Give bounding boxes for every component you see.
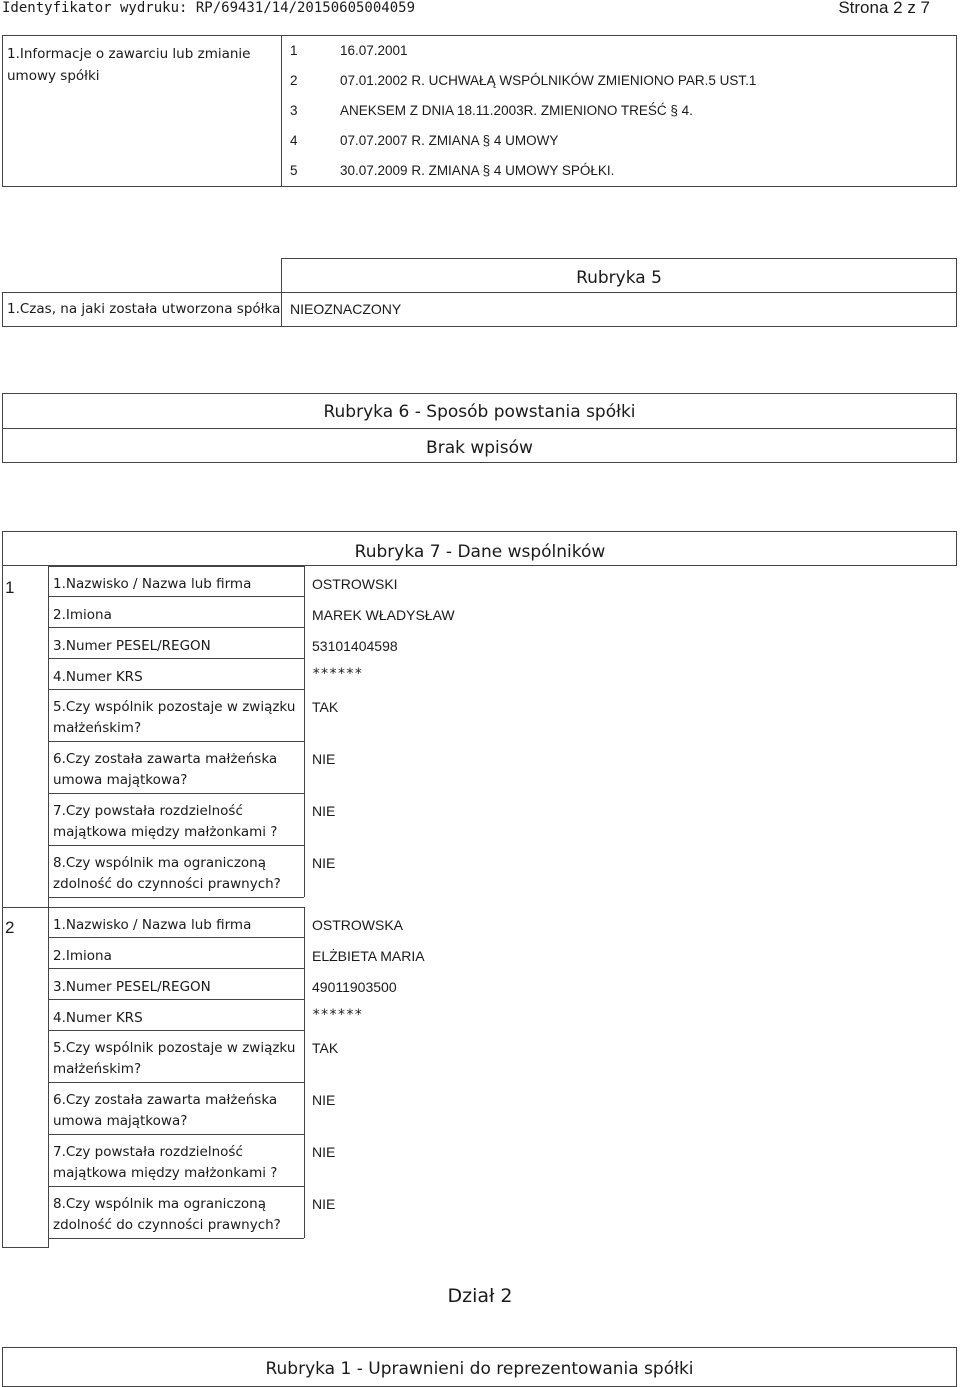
list-item: 3 ANEKSEM Z DNIA 18.11.2003R. ZMIENIONO TREŚĆ § 4. [290, 103, 693, 118]
rubryka5-value: NIEOZNACZONY [290, 301, 402, 317]
partner-krs: ****** [312, 1007, 363, 1023]
dzial-rubryka1-title: Rubryka 1 - Uprawnieni do reprezentowania spółki [265, 1359, 694, 1379]
label-contract: 6.Czy została zawarta małżeńska umowa majątkowa? [53, 751, 278, 788]
label-name: 1.Nazwisko / Nazwa lub firma [53, 917, 252, 933]
rubryka7-title: Rubryka 7 - Dane wspólników [354, 542, 606, 562]
partner-contract: NIE [312, 751, 336, 767]
rubryka6-title: Rubryka 6 - Sposób powstania spółki [323, 402, 636, 422]
partner-first-names: MAREK WŁADYSŁAW [312, 607, 455, 623]
partner-first-names: ELŻBIETA MARIA [312, 948, 425, 964]
partner-number: 2 [5, 918, 15, 937]
partner-contract: NIE [312, 1092, 336, 1108]
info-rows [290, 43, 950, 193]
partner-krs: ****** [312, 666, 363, 682]
label-contract: 6.Czy została zawarta małżeńska umowa majątkowa? [53, 1092, 278, 1129]
label-marriage: 5.Czy wspólnik pozostaje w związku małżeńskim? [53, 1040, 296, 1077]
label-separation: 7.Czy powstała rozdzielność majątkowa między małżonkami ? [53, 1144, 278, 1181]
partner-number: 1 [5, 578, 15, 597]
label-separation: 7.Czy powstała rozdzielność majątkowa między małżonkami ? [53, 803, 278, 840]
partner-separation: NIE [312, 1144, 336, 1160]
label-pesel: 3.Numer PESEL/REGON [53, 638, 211, 654]
partner-name: OSTROWSKA [312, 917, 404, 933]
label-capacity: 8.Czy wspólnik ma ograniczoną zdolność do czynności prawnych? [53, 1196, 281, 1233]
dzial-title: Dział 2 [447, 1285, 513, 1307]
label-krs: 4.Numer KRS [53, 669, 143, 685]
label-first-names: 2.Imiona [53, 607, 112, 623]
partner-marriage: TAK [312, 699, 339, 715]
label-first-names: 2.Imiona [53, 948, 112, 964]
print-identifier: Identyfikator wydruku: RP/69431/14/20150605004059 [2, 0, 416, 16]
partner-capacity: NIE [312, 1196, 336, 1212]
rubryka5-label: 1.Czas, na jaki została utworzona spółka [7, 301, 281, 317]
partner-capacity: NIE [312, 855, 336, 871]
list-item: 5 30.07.2009 R. ZMIANA § 4 UMOWY SPÓŁKI. [290, 163, 615, 178]
list-item: 2 07.01.2002 R. UCHWAŁĄ WSPÓLNIKÓW ZMIENIONO PAR.5 UST.1 [290, 73, 757, 88]
rubryka6-empty: Brak wpisów [426, 438, 533, 458]
rubryka5-title: Rubryka 5 [576, 268, 662, 288]
partner-pesel: 49011903500 [312, 979, 397, 995]
partner-pesel: 53101404598 [312, 638, 398, 654]
label-name: 1.Nazwisko / Nazwa lub firma [53, 576, 252, 592]
partner-separation: NIE [312, 803, 336, 819]
info-label: 1.Informacje o zawarciu lub zmianie umowy spółki [7, 46, 251, 84]
partner-name: OSTROWSKI [312, 576, 398, 592]
label-krs: 4.Numer KRS [53, 1010, 143, 1026]
partner-marriage: TAK [312, 1040, 339, 1056]
page-number: Strona 2 z 7 [838, 0, 930, 17]
label-capacity: 8.Czy wspólnik ma ograniczoną zdolność do czynności prawnych? [53, 855, 281, 892]
list-item: 4 07.07.2007 R. ZMIANA § 4 UMOWY [290, 133, 559, 148]
label-pesel: 3.Numer PESEL/REGON [53, 979, 211, 995]
label-marriage: 5.Czy wspólnik pozostaje w związku małżeńskim? [53, 699, 296, 736]
list-item: 1 16.07.2001 [290, 43, 408, 58]
